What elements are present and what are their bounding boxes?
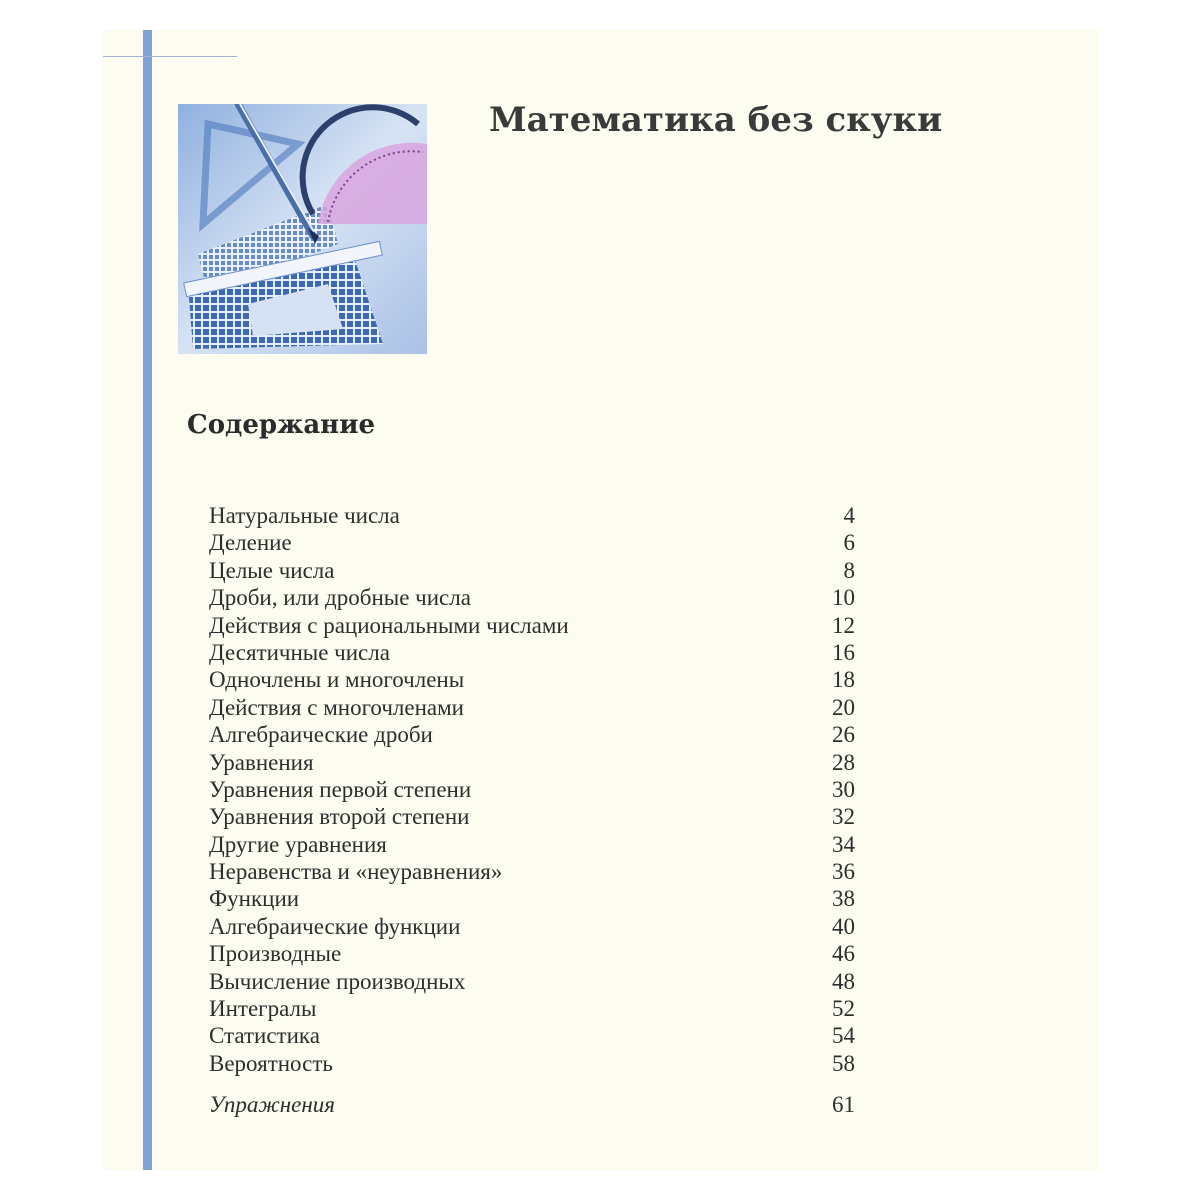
toc-entry: [209, 1050, 859, 1077]
toc-entry-title: Действия с многочленами: [209, 694, 464, 720]
toc-entry: [209, 858, 859, 885]
toc-entry-title: Вычисление производных: [209, 968, 466, 994]
toc-entry-page-number: 61: [832, 1092, 855, 1118]
toc-entry-exercises: [209, 1091, 859, 1118]
toc-entry-title: Десятичные числа: [209, 639, 390, 665]
top-rule: [103, 56, 237, 57]
toc-entry: [209, 995, 859, 1022]
toc-entry-page-number: 36: [832, 859, 855, 885]
toc-entry: [209, 557, 859, 584]
toc-entry-title: Вероятность: [209, 1050, 333, 1076]
toc-entry-title: Алгебраические функции: [209, 913, 461, 939]
toc-entry-page-number: 34: [832, 831, 855, 857]
toc-entry-title: Другие уравнения: [209, 831, 387, 857]
toc-entry-page-number: 10: [832, 585, 855, 611]
toc-entry-page-number: 18: [832, 667, 855, 693]
toc-entry-page-number: 58: [832, 1050, 855, 1076]
toc-entry: [209, 612, 859, 639]
toc-entry: [209, 749, 859, 776]
toc-entry-page-number: 16: [832, 639, 855, 665]
toc-entry: [209, 694, 859, 721]
toc-entry: [209, 885, 859, 912]
toc-entry-page-number: 20: [832, 694, 855, 720]
toc-entry-page-number: 26: [832, 722, 855, 748]
toc-entry-page-number: 4: [843, 503, 855, 528]
toc-entry-page-number: 52: [832, 996, 855, 1022]
toc-entry: [209, 968, 859, 995]
toc-entry-page-number: 12: [832, 612, 855, 638]
toc-entry-page-number: 6: [843, 530, 855, 556]
toc-entry: [209, 721, 859, 748]
toc-entry-title: Статистика: [209, 1023, 320, 1049]
toc-entry: [209, 639, 859, 666]
toc-entry-title: Натуральные числа: [209, 503, 400, 528]
toc-entry: [209, 913, 859, 940]
toc-entry: [209, 940, 859, 967]
toc-entry-title: Производные: [209, 941, 342, 967]
toc-entry: [209, 529, 859, 556]
toc-entry-title: Одночлены и многочлены: [209, 667, 465, 693]
toc-entry-title: Деление: [209, 530, 292, 556]
toc-entry-title: Уравнения первой степени: [209, 776, 472, 802]
toc-entry-page-number: 8: [843, 557, 855, 583]
toc-entry-title: Действия с рациональными числами: [209, 612, 569, 638]
toc-entry-title: Уравнения второй степени: [209, 804, 470, 830]
spine-line: [143, 30, 152, 1170]
toc-entry-title: Уравнения: [209, 749, 314, 775]
cover-illustration: [178, 104, 427, 354]
table-of-contents: [209, 502, 859, 1119]
toc-entry-page-number: 32: [832, 804, 855, 830]
toc-entry-page-number: 54: [832, 1023, 855, 1049]
toc-entry: [209, 1022, 859, 1049]
toc-entry-page-number: 30: [832, 776, 855, 802]
book-title: Математика без скуки: [489, 100, 943, 140]
toc-heading: Содержание: [187, 410, 376, 440]
toc-entry-title: Целые числа: [209, 557, 335, 583]
toc-entry-title: Функции: [209, 886, 300, 912]
toc-entry-title: Интегралы: [209, 996, 317, 1022]
toc-entry-page-number: 40: [832, 913, 855, 939]
toc-entry-title: Упражнения: [209, 1092, 335, 1118]
toc-entry-title: Неравенства и «неуравнения»: [209, 859, 503, 885]
toc-entry: [209, 776, 859, 803]
toc-entry-page-number: 48: [832, 968, 855, 994]
toc-entry-page-number: 38: [832, 886, 855, 912]
toc-entry: [209, 803, 859, 830]
toc-entry-page-number: 46: [832, 941, 855, 967]
toc-entry-title: Алгебраические дроби: [209, 722, 433, 748]
toc-entry-page-number: 28: [832, 749, 855, 775]
toc-entry: [209, 584, 859, 611]
toc-entry-title: Дроби, или дробные числа: [209, 585, 471, 611]
toc-entry: [209, 666, 859, 693]
toc-entry: [209, 502, 859, 529]
toc-entry: [209, 831, 859, 858]
